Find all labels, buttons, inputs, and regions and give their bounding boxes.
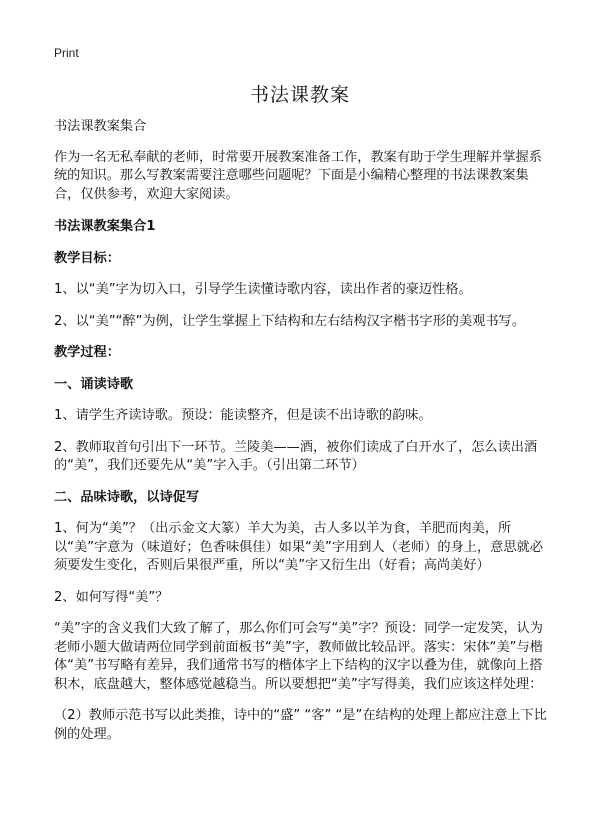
process-heading: 教学过程： xyxy=(54,345,120,360)
page-title: 书法课教案 xyxy=(249,84,350,106)
goals-heading: 教学目标： xyxy=(54,250,120,266)
goal-item-2: 2、以“美”“醉”为例，让学生掌握上下结构和左右结构汉字楷书字形的美观书写。 xyxy=(54,313,525,329)
part2-paragraph-2: 2、如何写得“美”？ xyxy=(54,589,169,605)
part2-paragraph-1: 1、何为“美”？（出示金文大篆）羊大为美，古人多以羊为食，羊肥而肉美，所以“美”字意为（味道好；色香味俱佳）如果“美”字用到人（老师）的身上，意思就必须要发生变化，否则后果很严重，所以“美”字又衍生出（好看；高尚美好） xyxy=(54,521,543,573)
part1-heading: 一、诵读诗歌 xyxy=(54,376,134,392)
part2-paragraph-3: “美”字的含义我们大致了解了，那么你们可会写“美”字？预设：同学一定发笑，认为老师小题大做请两位同学到前面板书“美”字，教师做比较品评。落实：宋体“美”与楷体“美”书写略有差异，我们通常书写的楷体字上下结构的汉字以叠为佳，就像向上搭积木，底盘越大，整体感觉越稳当。所以要想把“美”字写得美，我们应该这样处理： xyxy=(54,621,543,692)
print-label[interactable]: Print xyxy=(54,46,79,60)
intro-paragraph: 作为一名无私奉献的老师，时常要开展教案准备工作，教案有助于学生理解并掌握系统的知识。那么写教案需要注意哪些问题呢？下面是小编精心整理的书法课教案集合，仅供参考，欢迎大家阅读。 xyxy=(54,149,542,202)
part1-paragraph-2: 2、教师取首句引出下一环节。兰陵美——酒，被你们读成了白开水了，怎么读出酒的“美”，我们还要先从“美”字入手。（引出第二环节） xyxy=(54,439,538,473)
document-body xyxy=(54,118,548,757)
document-subtitle: 书法课教案集合 xyxy=(54,119,147,134)
section-title: 书法课教案集合1 xyxy=(54,219,156,234)
goal-item-1: 1、以“美”字为切入口，引导学生读懂诗歌内容，读出作者的豪迈性格。 xyxy=(54,282,472,297)
part2-paragraph-4: （2）教师示范书写以此类推，诗中的“盛” “客” “是”在结构的处理上都应注意上下比例的处理。 xyxy=(54,708,547,742)
part2-heading: 二、品味诗歌，以诗促写 xyxy=(54,489,200,505)
part1-paragraph-1: 1、请学生齐读诗歌。预设：能读整齐，但是读不出诗歌的韵味。 xyxy=(54,408,432,423)
